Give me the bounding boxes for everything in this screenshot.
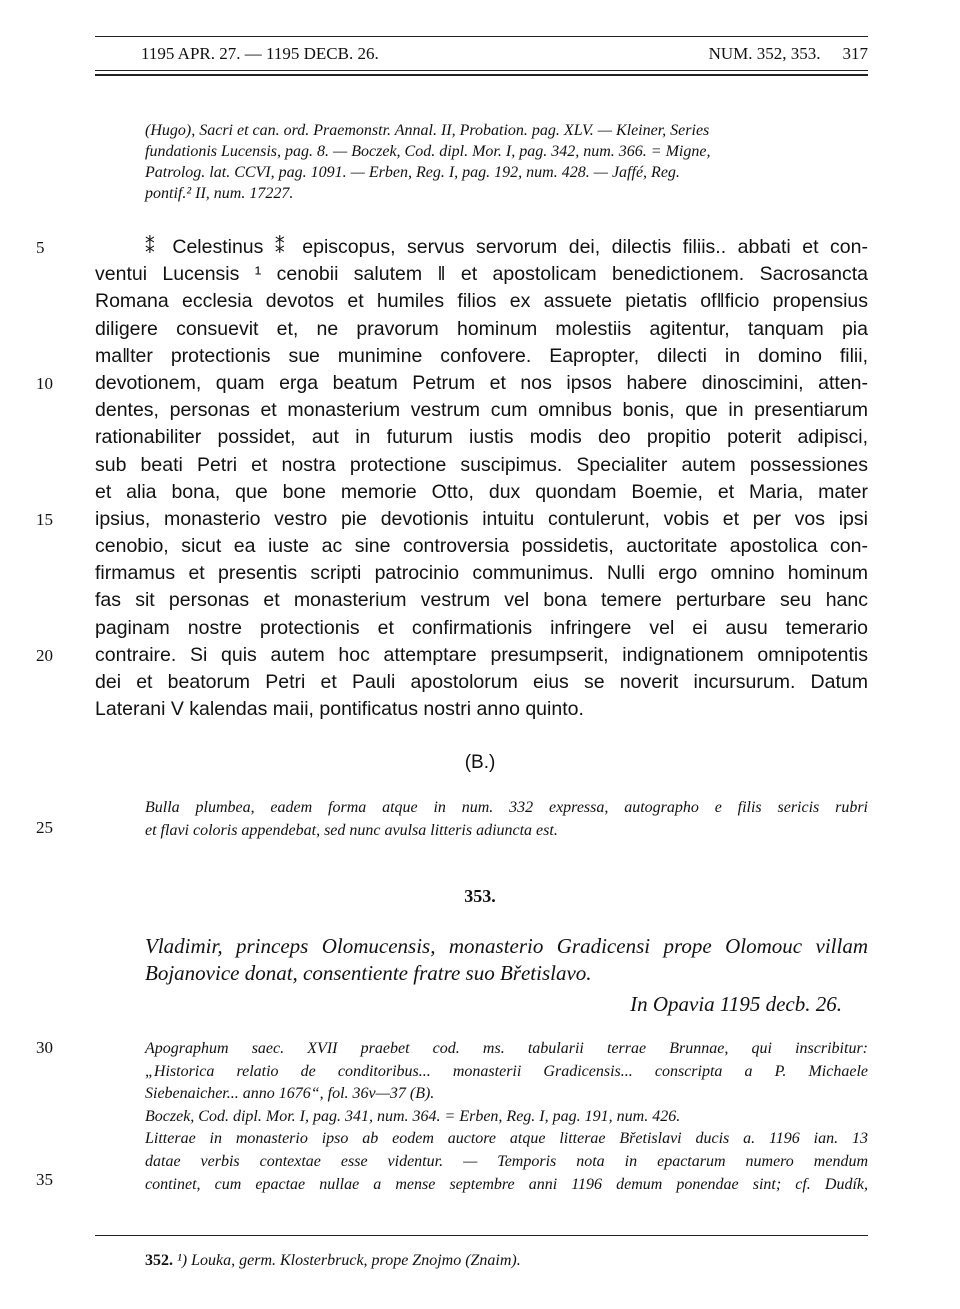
prelim-line: (Hugo), Sacri et can. ord. Praemonstr. Annal. II, Probation. pag. XLV. — Kleiner, Series <box>145 122 710 139</box>
note-line: Siebenaicher... anno 1676“, fol. 36v—37 (B). <box>145 1085 435 1103</box>
header-document-numbers: NUM. 352, 353. <box>708 44 821 63</box>
source-notes <box>145 1038 868 1196</box>
charter-line: contraire. Si quis autem hoc attemptare presumpserit, indignationem omnipotentis <box>95 643 868 666</box>
line-number: 35 <box>36 1170 53 1189</box>
line-number: 10 <box>36 374 53 393</box>
charter-line: et alia bona, que bone memorie Otto, dux quondam Boemie, et Maria, mater <box>95 480 868 503</box>
line-number: 15 <box>36 510 53 529</box>
line-number: 20 <box>36 646 53 665</box>
bulla-note <box>145 796 868 842</box>
line-number: 25 <box>36 818 53 837</box>
title-line: Vladimir, princeps Olomucensis, monasterio Gradicensi prope Olomouc villam <box>145 934 868 958</box>
page-number: 317 <box>842 44 868 63</box>
charter-line: Romana ecclesia devotos et humiles filios ex assuete pietatis of‖ficio propensius <box>95 290 868 313</box>
note-line: Boczek, Cod. dipl. Mor. I, pag. 341, num. 364. = Erben, Reg. I, pag. 191, num. 426. <box>145 1107 681 1125</box>
footnote-text: ¹) Louka, germ. Klosterbruck, prope Znojmo (Znaim). <box>177 1252 521 1269</box>
charter-line: cenobio, sicut ea iuste ac sine controversia possidetis, auctoritate apostolica con- <box>95 535 868 558</box>
charter-line: diligere consuevit et, ne pravorum hominum molestiis agitentur, tanquam pia <box>95 317 868 340</box>
charter-line: ⁑ Celestinus ⁑ episcopus, servus servorum dei, dilectis filiis.. abbati et con- <box>145 236 868 258</box>
place-date: In Opavia 1195 decb. 26. <box>630 992 842 1016</box>
line-number: 5 <box>36 238 45 257</box>
footnote-ref: 352. <box>145 1252 173 1269</box>
bibliography-prelim <box>145 120 868 204</box>
charter-line: ventui Lucensis ¹ cenobii salutem ‖ et apostolicam benedictionem. Sacrosancta <box>95 263 868 286</box>
header-right <box>709 44 868 64</box>
charter-text <box>95 234 868 723</box>
note-line: datae verbis contextae esse videntur. — Temporis nota in epactarum numero mendum <box>145 1152 868 1170</box>
charter-line: fas sit personas et monasterium vestrum vel bona temere perturbare seu hanc <box>95 589 868 612</box>
header-date-range: 1195 APR. 27. — 1195 DECB. 26. <box>141 44 379 63</box>
note-line: Apographum saec. XVII praebet cod. ms. tabularii terrae Brunnae, qui inscribitur: <box>145 1040 868 1057</box>
document-number: 353. <box>464 886 496 906</box>
charter-line: Laterani V kalendas maii, pontificatus nostri anno quinto. <box>95 698 584 721</box>
bulla-line: et flavi coloris appendebat, sed nunc avulsa litteris adiuncta est. <box>145 822 558 839</box>
charter-line: firmamus et presentis scripti patrocinio communimus. Nulli ergo omnino hominum <box>95 562 868 585</box>
bulla-line: Bulla plumbea, eadem forma atque in num. 332 expressa, autographo e filis sericis rubri <box>145 799 868 816</box>
note-line: continet, cum epactae nullae a mense septembre anni 1196 demum ponendae sint; cf. Dudík, <box>145 1175 868 1193</box>
header-top-rule <box>95 36 868 37</box>
header-rule <box>95 70 868 71</box>
charter-line: ma‖ter protectionis sue munimine confovere. Eapropter, dilecti in domino filii, <box>95 344 868 367</box>
charter-line: rationabiliter possidet, aut in futurum iustis modis deo propitio poterit adipisci, <box>95 426 868 449</box>
line-number: 30 <box>36 1038 53 1057</box>
charter-line: sub beati Petri et nostra protectione suscipimus. Specialiter autem possessiones <box>95 453 868 476</box>
prelim-line: fundationis Lucensis, pag. 8. — Boczek, Cod. dipl. Mor. I, pag. 342, num. 366. = Migne, <box>145 143 711 160</box>
charter-line: dei et beatorum Petri et Pauli apostolorum eius se noverit incursurum. Datum <box>95 671 868 693</box>
charter-line: ipsius, monasterio vestro pie devotionis intuitu contulerunt, vobis et per vos ipsi <box>95 507 868 530</box>
charter-line: dentes, personas et monasterium vestrum cum omnibus bonis, que in presentiarum <box>95 399 868 422</box>
prelim-line: pontif.² II, num. 17227. <box>145 185 294 202</box>
prelim-line: Patrolog. lat. CCVI, pag. 1091. — Erben, Reg. I, pag. 192, num. 428. — Jaffé, Reg. <box>145 164 680 181</box>
note-line: „Historica relatio de conditoribus... monasterii Gradicensis... conscripta a P. Michaele <box>145 1062 868 1080</box>
footnote-rule <box>95 1235 868 1236</box>
note-line: Litterae in monasterio ipso ab eodem auctore atque litterae Břetislavi ducis a. 1196 ian. 13 <box>145 1130 868 1148</box>
title-line: Bojanovice donat, consentiente fratre suo Břetislavo. <box>145 961 592 985</box>
charter-line: paginam nostre protectionis et confirmationis infringere vel ei ausu temerario <box>95 616 868 639</box>
bulla-sign: (B.) <box>464 752 496 773</box>
regest-title <box>145 933 868 987</box>
running-header <box>95 36 868 76</box>
header-rule-thick <box>95 74 868 76</box>
charter-line: devotionem, quam erga beatum Petrum et nos ipsos habere dinoscimini, atten- <box>95 371 868 394</box>
footnote <box>145 1252 521 1270</box>
